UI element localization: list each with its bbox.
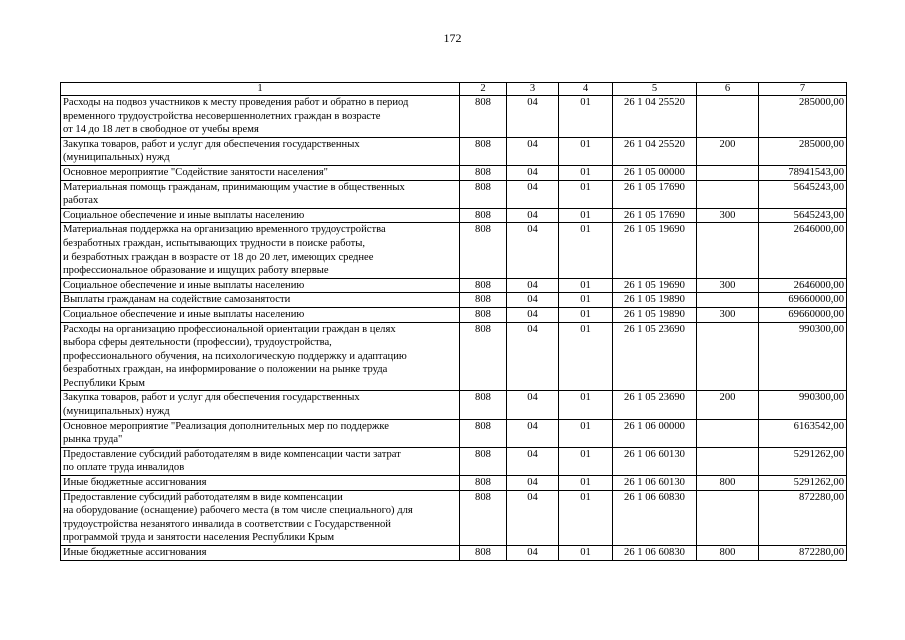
table-row xyxy=(61,546,847,561)
expense-type-code: 800 xyxy=(697,476,759,491)
amount: 69660000,00 xyxy=(759,293,847,308)
amount: 5291262,00 xyxy=(759,447,847,475)
row-description: Расходы на подвоз участников к месту проведения работ и обратно в период временного трудоустройства несовершеннолетних граждан в возрасте от 14 до 18 лет в свободное от учебы время xyxy=(61,96,460,138)
table-row xyxy=(61,137,847,165)
ministry-code: 808 xyxy=(460,476,507,491)
table-row xyxy=(61,419,847,447)
ministry-code: 808 xyxy=(460,180,507,208)
table-row xyxy=(61,278,847,293)
ministry-code: 808 xyxy=(460,208,507,223)
subsection-code: 01 xyxy=(559,223,613,278)
row-description: Социальное обеспечение и иные выплаты населению xyxy=(61,208,460,223)
row-description: Закупка товаров, работ и услуг для обеспечения государственных (муниципальных) нужд xyxy=(61,137,460,165)
target-article-code: 26 1 05 19890 xyxy=(613,293,697,308)
row-description: Предоставление субсидий работодателям в виде компенсации части затрат по оплате труда инвалидов xyxy=(61,447,460,475)
header-cell: 7 xyxy=(759,83,847,96)
amount: 990300,00 xyxy=(759,391,847,419)
table-row xyxy=(61,476,847,491)
expense-type-code xyxy=(697,223,759,278)
subsection-code: 01 xyxy=(559,322,613,391)
table-row xyxy=(61,165,847,180)
section-code: 04 xyxy=(507,419,559,447)
row-description: Социальное обеспечение и иные выплаты населению xyxy=(61,307,460,322)
target-article-code: 26 1 05 19690 xyxy=(613,223,697,278)
row-description: Социальное обеспечение и иные выплаты населению xyxy=(61,278,460,293)
section-code: 04 xyxy=(507,476,559,491)
expense-type-code xyxy=(697,180,759,208)
expense-type-code: 800 xyxy=(697,546,759,561)
table-row xyxy=(61,322,847,391)
table-row xyxy=(61,223,847,278)
section-code: 04 xyxy=(507,137,559,165)
ministry-code: 808 xyxy=(460,293,507,308)
amount: 69660000,00 xyxy=(759,307,847,322)
subsection-code: 01 xyxy=(559,490,613,545)
target-article-code: 26 1 05 19690 xyxy=(613,278,697,293)
target-article-code: 26 1 06 60130 xyxy=(613,447,697,475)
target-article-code: 26 1 04 25520 xyxy=(613,96,697,138)
subsection-code: 01 xyxy=(559,307,613,322)
ministry-code: 808 xyxy=(460,322,507,391)
target-article-code: 26 1 05 19890 xyxy=(613,307,697,322)
table-row xyxy=(61,391,847,419)
section-code: 04 xyxy=(507,322,559,391)
header-cell: 3 xyxy=(507,83,559,96)
subsection-code: 01 xyxy=(559,476,613,491)
amount: 990300,00 xyxy=(759,322,847,391)
subsection-code: 01 xyxy=(559,137,613,165)
expense-type-code: 200 xyxy=(697,137,759,165)
expense-type-code: 300 xyxy=(697,278,759,293)
page-number: 172 xyxy=(443,31,462,45)
section-code: 04 xyxy=(507,490,559,545)
expense-type-code xyxy=(697,447,759,475)
section-code: 04 xyxy=(507,208,559,223)
amount: 78941543,00 xyxy=(759,165,847,180)
section-code: 04 xyxy=(507,96,559,138)
table-row xyxy=(61,447,847,475)
section-code: 04 xyxy=(507,447,559,475)
table-row xyxy=(61,307,847,322)
amount: 2646000,00 xyxy=(759,278,847,293)
target-article-code: 26 1 05 17690 xyxy=(613,208,697,223)
target-article-code: 26 1 06 60830 xyxy=(613,490,697,545)
ministry-code: 808 xyxy=(460,278,507,293)
row-description: Расходы на организацию профессиональной ориентации граждан в целях выбора сферы деятельности (профессии), трудоустройства, профессионального обучения, на психологическую поддержку и адаптацию безработных граждан, на информирование о положении на рынке труда Республики Крым xyxy=(61,322,460,391)
table-row xyxy=(61,293,847,308)
amount: 872280,00 xyxy=(759,546,847,561)
row-description: Материальная помощь гражданам, принимающим участие в общественных работах xyxy=(61,180,460,208)
row-description: Закупка товаров, работ и услуг для обеспечения государственных (муниципальных) нужд xyxy=(61,391,460,419)
row-description: Иные бюджетные ассигнования xyxy=(61,546,460,561)
header-cell: 6 xyxy=(697,83,759,96)
ministry-code: 808 xyxy=(460,137,507,165)
target-article-code: 26 1 06 00000 xyxy=(613,419,697,447)
header-cell: 2 xyxy=(460,83,507,96)
expense-type-code xyxy=(697,322,759,391)
target-article-code: 26 1 04 25520 xyxy=(613,137,697,165)
subsection-code: 01 xyxy=(559,165,613,180)
subsection-code: 01 xyxy=(559,278,613,293)
row-description: Материальная поддержка на организацию временного трудоустройства безработных граждан, испытывающих трудности в поиске работы, и безработных граждан в возрасте от 18 до 20 лет, имеющих среднее профессиональное образование и ищущих работу впервые xyxy=(61,223,460,278)
ministry-code: 808 xyxy=(460,391,507,419)
section-code: 04 xyxy=(507,293,559,308)
header-row xyxy=(61,83,847,96)
section-code: 04 xyxy=(507,165,559,180)
amount: 2646000,00 xyxy=(759,223,847,278)
amount: 5645243,00 xyxy=(759,208,847,223)
target-article-code: 26 1 05 17690 xyxy=(613,180,697,208)
subsection-code: 01 xyxy=(559,180,613,208)
expense-type-code xyxy=(697,96,759,138)
target-article-code: 26 1 05 00000 xyxy=(613,165,697,180)
expense-type-code xyxy=(697,419,759,447)
amount: 5645243,00 xyxy=(759,180,847,208)
target-article-code: 26 1 06 60130 xyxy=(613,476,697,491)
ministry-code: 808 xyxy=(460,490,507,545)
row-description: Основное мероприятие "Содействие занятости населения" xyxy=(61,165,460,180)
ministry-code: 808 xyxy=(460,96,507,138)
expense-type-code xyxy=(697,293,759,308)
ministry-code: 808 xyxy=(460,419,507,447)
expense-type-code: 300 xyxy=(697,208,759,223)
target-article-code: 26 1 05 23690 xyxy=(613,322,697,391)
row-description: Основное мероприятие "Реализация дополнительных мер по поддержке рынка труда" xyxy=(61,419,460,447)
subsection-code: 01 xyxy=(559,447,613,475)
amount: 5291262,00 xyxy=(759,476,847,491)
target-article-code: 26 1 06 60830 xyxy=(613,546,697,561)
amount: 6163542,00 xyxy=(759,419,847,447)
section-code: 04 xyxy=(507,223,559,278)
ministry-code: 808 xyxy=(460,307,507,322)
header-cell: 5 xyxy=(613,83,697,96)
ministry-code: 808 xyxy=(460,165,507,180)
section-code: 04 xyxy=(507,391,559,419)
header-cell: 4 xyxy=(559,83,613,96)
table-row xyxy=(61,490,847,545)
ministry-code: 808 xyxy=(460,447,507,475)
ministry-code: 808 xyxy=(460,546,507,561)
budget-table xyxy=(60,82,847,561)
subsection-code: 01 xyxy=(559,391,613,419)
row-description: Иные бюджетные ассигнования xyxy=(61,476,460,491)
section-code: 04 xyxy=(507,278,559,293)
subsection-code: 01 xyxy=(559,546,613,561)
subsection-code: 01 xyxy=(559,419,613,447)
expense-type-code xyxy=(697,165,759,180)
expense-type-code xyxy=(697,490,759,545)
subsection-code: 01 xyxy=(559,96,613,138)
expense-type-code: 200 xyxy=(697,391,759,419)
subsection-code: 01 xyxy=(559,293,613,308)
section-code: 04 xyxy=(507,307,559,322)
section-code: 04 xyxy=(507,180,559,208)
row-description: Предоставление субсидий работодателям в виде компенсации на оборудование (оснащение) рабочего места (в том числе специального) для трудоустройства незанятого инвалида в соответствии с Государственной программой труда и занятости населения Республики Крым xyxy=(61,490,460,545)
row-description: Выплаты гражданам на содействие самозанятости xyxy=(61,293,460,308)
subsection-code: 01 xyxy=(559,208,613,223)
ministry-code: 808 xyxy=(460,223,507,278)
expense-type-code: 300 xyxy=(697,307,759,322)
table-row xyxy=(61,180,847,208)
amount: 285000,00 xyxy=(759,96,847,138)
header-cell: 1 xyxy=(61,83,460,96)
table-row xyxy=(61,208,847,223)
section-code: 04 xyxy=(507,546,559,561)
table-row xyxy=(61,96,847,138)
target-article-code: 26 1 05 23690 xyxy=(613,391,697,419)
amount: 285000,00 xyxy=(759,137,847,165)
amount: 872280,00 xyxy=(759,490,847,545)
